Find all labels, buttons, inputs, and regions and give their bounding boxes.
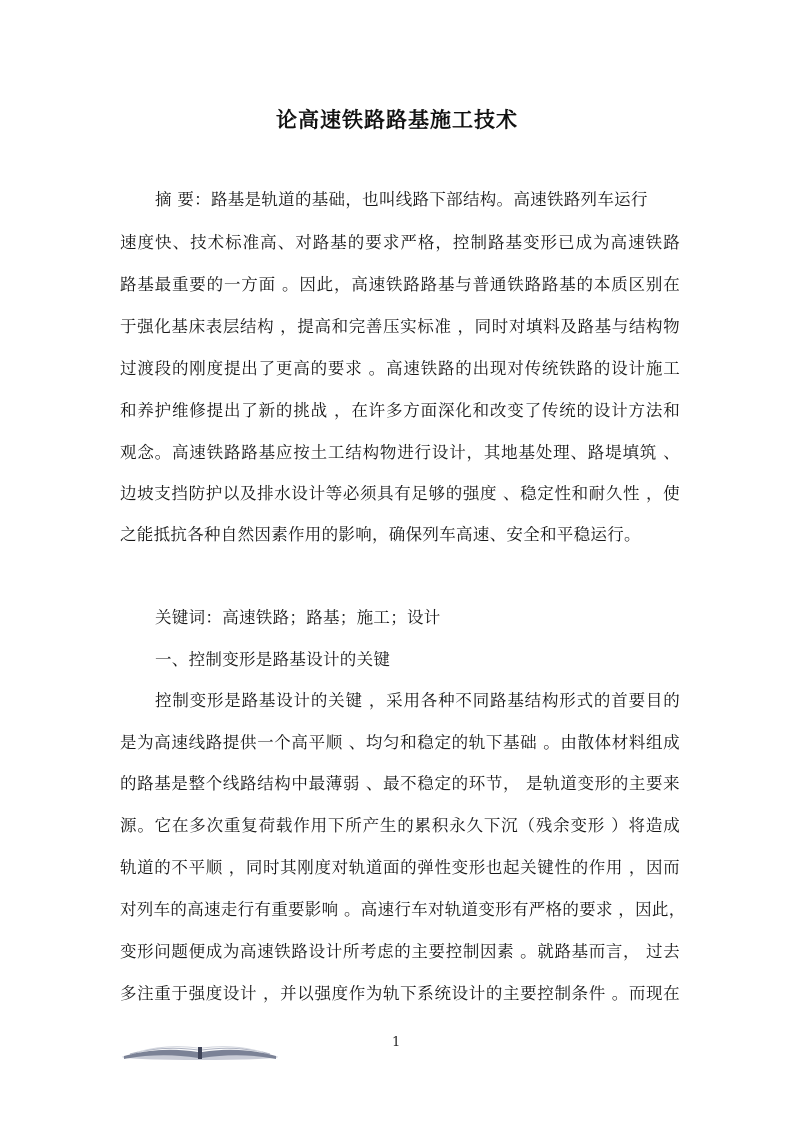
body-line: 的路基是整个线路结构中最薄弱 、最不稳定的环节， 是轨道变形的主要来 [120, 774, 680, 793]
body-line: 轨道的不平顺 ，同时其刚度对轨道面的弹性变形也起关键性的作用 ，因而 [120, 858, 680, 877]
abstract-line: 过渡段的刚度提出了更高的要求 。高速铁路的出现对传统铁路的设计施工 [120, 359, 680, 378]
keywords: 关键词：高速铁路；路基；施工；设计 [155, 608, 441, 627]
page-number: 1 [392, 1035, 401, 1050]
body-line: 源。它在多次重复荷载作用下所产生的累积永久下沉（残余变形 ）将造成 [120, 816, 680, 835]
body-line: 控制变形是路基设计的关键 ，采用各种不同路基结构形式的首要目的 [155, 691, 680, 710]
abstract-line: 边坡支挡防护以及排水设计等必须具有足够的强度 、稳定性和耐久性 ，使 [120, 484, 680, 503]
abstract-line: 摘 要：路基是轨道的基础，也叫线路下部结构。高速铁路列车运行 [155, 190, 648, 209]
abstract-line: 于强化基床表层结构 ，提高和完善压实标准 ，同时对填料及路基与结构物 [120, 317, 680, 336]
body-line: 变形问题便成为高速铁路设计所考虑的主要控制因素 。就路基而言， 过去 [120, 942, 680, 961]
document-title: 论高速铁路路基施工技术 [276, 108, 518, 132]
abstract-line: 观念。高速铁路路基应按土工结构物进行设计，其地基处理、路堤填筑 、 [120, 443, 680, 462]
abstract-line: 速度快、技术标准高、对路基的要求严格，控制路基变形已成为高速铁路 [120, 233, 680, 252]
body-line: 对列车的高速走行有重要影响 。高速行车对轨道变形有严格的要求 ，因此， [120, 900, 686, 919]
abstract-line: 和养护维修提出了新的挑战 ，在许多方面深化和改变了传统的设计方法和 [120, 401, 680, 420]
abstract-line: 路基最重要的一方面 。因此，高速铁路路基与普通铁路路基的本质区别在 [120, 275, 680, 294]
body-line: 多注重于强度设计 ，并以强度作为轨下系统设计的主要控制条件 。而现在 [120, 984, 680, 1003]
section-heading: 一、控制变形是路基设计的关键 [155, 650, 391, 669]
body-line: 是为高速线路提供一个高平顺 、均匀和稳定的轨下基础 。由散体材料组成 [120, 733, 680, 752]
open-book-icon [120, 1038, 280, 1062]
abstract-line: 之能抵抗各种自然因素作用的影响，确保列车高速、安全和平稳运行。 [120, 525, 641, 544]
